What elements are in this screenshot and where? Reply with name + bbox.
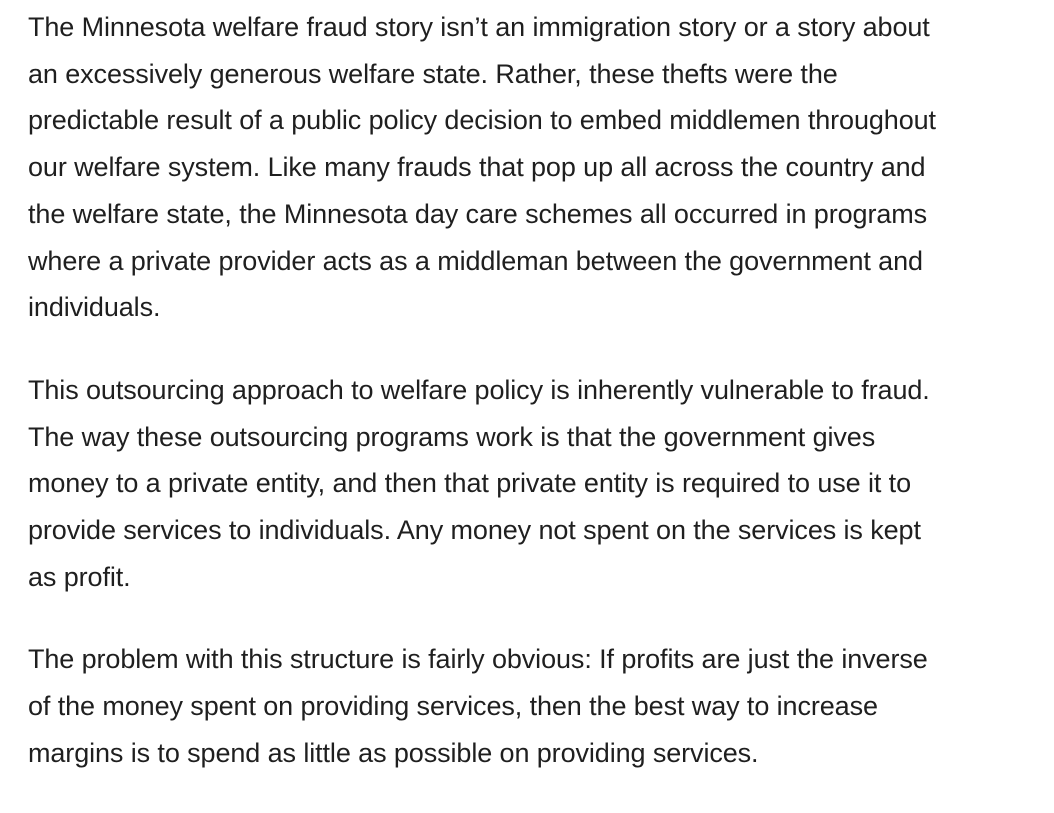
paragraph-3: [28, 636, 1038, 776]
paragraph-line: an excessively generous welfare state. Rather, these thefts were the: [28, 58, 838, 89]
article-body: [28, 4, 1038, 813]
paragraph-line: predictable result of a public policy decision to embed middlemen throughout: [28, 105, 936, 136]
paragraph-line: where a private provider acts as a middleman between the government and: [28, 245, 923, 276]
paragraph-1: [28, 4, 1038, 331]
paragraph-line: the welfare state, the Minnesota day care schemes all occurred in programs: [28, 198, 928, 229]
paragraph-line: This outsourcing approach to welfare policy is inherently vulnerable to fraud.: [28, 374, 930, 405]
paragraph-line: of the money spent on providing services, then the best way to increase: [28, 691, 878, 722]
paragraph-line: The way these outsourcing programs work is that the government gives: [28, 421, 876, 452]
paragraph-line: margins is to spend as little as possible on providing services.: [28, 737, 759, 768]
paragraph-line: our welfare system. Like many frauds that pop up all across the country and: [28, 152, 926, 183]
paragraph-line: provide services to individuals. Any money not spent on the services is kept: [28, 515, 921, 546]
paragraph-line: individuals.: [28, 292, 161, 323]
paragraph-2: [28, 367, 1038, 601]
paragraph-line: The problem with this structure is fairly obvious: If profits are just the inverse: [28, 644, 928, 675]
paragraph-line: money to a private entity, and then that private entity is required to use it to: [28, 468, 912, 499]
paragraph-line: The Minnesota welfare fraud story isn’t an immigration story or a story about: [28, 12, 930, 42]
paragraph-line: as profit.: [28, 561, 131, 592]
